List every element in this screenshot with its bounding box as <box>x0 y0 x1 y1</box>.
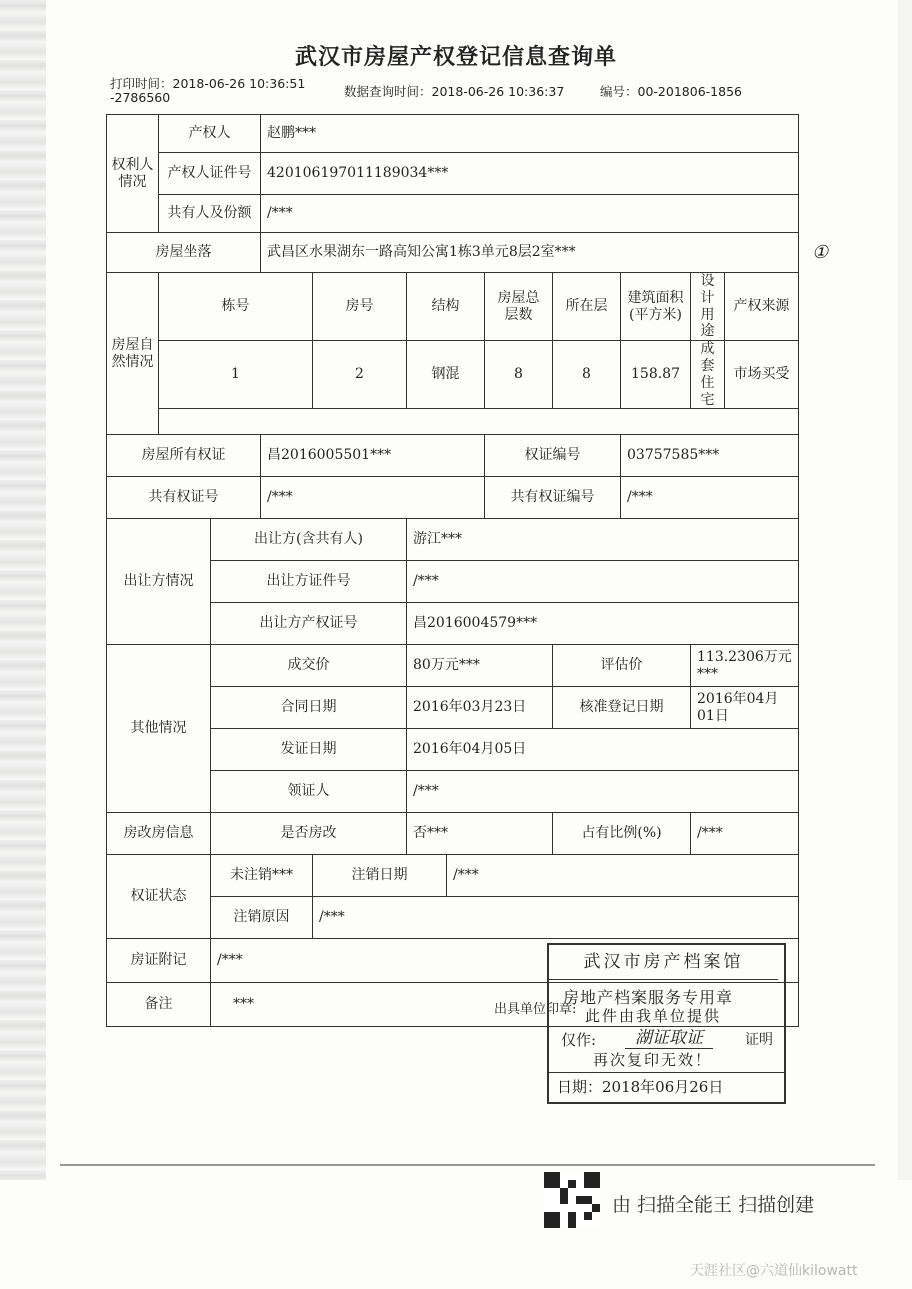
issue-date-value: 2016年04月05日 <box>407 729 799 771</box>
ratio-value: /*** <box>691 813 799 855</box>
scan-brand-text: 由 扫描全能王 扫描创建 <box>612 1194 815 1216</box>
is-reform-label: 是否房改 <box>211 813 407 855</box>
approval-date-label: 核准登记日期 <box>553 687 691 729</box>
print-time-value: 2018-06-26 10:36:51 <box>172 76 306 91</box>
co-owner-label: 共有人及份额 <box>159 195 261 233</box>
natural-value-source: 市场买受 <box>725 341 799 409</box>
is-reform-value: 否*** <box>407 813 553 855</box>
print-time-suffix: -2786560 <box>110 90 171 105</box>
natural-header-source: 产权来源 <box>725 273 799 341</box>
document-number-value: 00-201806-1856 <box>637 84 742 99</box>
natural-blank-cell <box>159 409 799 435</box>
stamp-signature: 湖证取证 <box>625 1023 713 1049</box>
price-value: 80万元*** <box>407 645 553 687</box>
issuer-seal-label: 出具单位印章: <box>494 1002 577 1017</box>
natural-header-area: 建筑面积(平方米) <box>621 273 691 341</box>
property-form-table <box>106 114 799 1027</box>
print-time-label: 打印时间： <box>110 76 173 91</box>
cert-no-value: 03757585*** <box>621 435 799 477</box>
natural-value-usage: 成套住宅 <box>691 341 725 409</box>
natural-blank-row <box>107 409 799 435</box>
cancel-date-label: 注销日期 <box>313 855 447 897</box>
natural-section-label: 房屋自然情况 <box>107 273 159 435</box>
query-time-value: 2018-06-26 10:36:37 <box>431 84 565 99</box>
stamp-line2: 此件由我单位提供 <box>585 1007 722 1025</box>
own-cert-row <box>107 435 799 477</box>
natural-value-room: 2 <box>313 341 407 409</box>
owner-value: 赵鹏*** <box>261 115 799 153</box>
price-label: 成交价 <box>211 645 407 687</box>
archive-stamp <box>547 943 786 1104</box>
seller-cert-label: 出让方产权证号 <box>211 603 407 645</box>
scan-edge-left <box>0 0 46 1180</box>
seller-name-label: 出让方(含共有人) <box>211 519 407 561</box>
issue-date-row <box>107 729 799 771</box>
price-row <box>107 645 799 687</box>
natural-header-building: 栋号 <box>159 273 313 341</box>
contract-date-row <box>107 687 799 729</box>
natural-value-floors: 8 <box>485 341 553 409</box>
co-cert-no-value: /*** <box>621 477 799 519</box>
cancel-reason-label: 注销原因 <box>211 897 313 939</box>
appraisal-value: 113.2306万元*** <box>691 645 799 687</box>
cancel-date-value: /*** <box>447 855 799 897</box>
other-section-label: 其他情况 <box>107 645 211 813</box>
natural-header-usage: 设计用途 <box>691 273 725 341</box>
query-time-label: 数据查询时间： <box>344 84 432 99</box>
appendix-label: 房证附记 <box>107 939 211 983</box>
location-label: 房屋坐落 <box>107 233 261 273</box>
appendix-value: /*** <box>211 939 799 983</box>
co-owner-row <box>107 195 799 233</box>
receiver-value: /*** <box>407 771 799 813</box>
owner-row <box>107 115 799 153</box>
stamp-line3-suffix: 证明 <box>745 1032 773 1048</box>
scan-edge-right <box>898 0 912 1180</box>
seller-id-label: 出让方证件号 <box>211 561 407 603</box>
ratio-label: 占有比例(%) <box>553 813 691 855</box>
receiver-label: 领证人 <box>211 771 407 813</box>
co-cert-value: /*** <box>261 477 485 519</box>
stamp-org: 武汉市房产档案馆 <box>549 945 778 980</box>
seller-id-value: /*** <box>407 561 799 603</box>
natural-header-floor: 所在层 <box>553 273 621 341</box>
cert-no-label: 权证编号 <box>485 435 621 477</box>
natural-header-room: 房号 <box>313 273 407 341</box>
receiver-row <box>107 771 799 813</box>
co-cert-no-label: 共有权证编号 <box>485 477 621 519</box>
co-cert-row <box>107 477 799 519</box>
own-cert-value: 昌2016005501*** <box>261 435 485 477</box>
owner-id-value: 420106197011189034*** <box>261 153 799 195</box>
scan-bottom-line <box>60 1164 875 1166</box>
co-owner-value: /*** <box>261 195 799 233</box>
stamp-line1: 房地产档案服务专用章 <box>563 988 734 1007</box>
own-cert-label: 房屋所有权证 <box>107 435 261 477</box>
page-mark: ① <box>812 242 829 263</box>
owner-id-row <box>107 153 799 195</box>
natural-value-row <box>107 341 799 409</box>
seller-name-value: 游江*** <box>407 519 799 561</box>
seller-cert-row <box>107 603 799 645</box>
owner-label: 产权人 <box>159 115 261 153</box>
status-row <box>107 855 799 897</box>
seller-id-row <box>107 561 799 603</box>
natural-header-floors: 房屋总层数 <box>485 273 553 341</box>
contract-date-label: 合同日期 <box>211 687 407 729</box>
seller-section-label: 出让方情况 <box>107 519 211 645</box>
document-title: 武汉市房屋产权登记信息查询单 <box>294 44 617 70</box>
stamp-date: 日期：2018年06月26日 <box>549 1072 786 1101</box>
remark-value: *** <box>211 983 799 1027</box>
reform-row <box>107 813 799 855</box>
owner-section-label: 权利人情况 <box>107 115 159 233</box>
cancel-reason-row <box>107 897 799 939</box>
approval-date-value: 2016年04月01日 <box>691 687 799 729</box>
natural-value-floor: 8 <box>553 341 621 409</box>
co-cert-label: 共有权证号 <box>107 477 261 519</box>
stamp-line3-prefix: 仅作: <box>561 1031 597 1049</box>
seller-name-row <box>107 519 799 561</box>
seller-cert-value: 昌2016004579*** <box>407 603 799 645</box>
issue-date-label: 发证日期 <box>211 729 407 771</box>
appraisal-label: 评估价 <box>553 645 691 687</box>
remark-label: 备注 <box>107 983 211 1027</box>
natural-value-structure: 钢混 <box>407 341 485 409</box>
location-row <box>107 233 799 273</box>
natural-value-building: 1 <box>159 341 313 409</box>
watermark-text: 天涯社区@六道仙kilowatt <box>690 1263 858 1279</box>
reform-section-label: 房改房信息 <box>107 813 211 855</box>
natural-header-row <box>107 273 799 341</box>
status-section-label: 权证状态 <box>107 855 211 939</box>
owner-id-label: 产权人证件号 <box>159 153 261 195</box>
stamp-line4: 再次复印无效！ <box>593 1051 713 1069</box>
status-state-value: 未注销*** <box>211 855 313 897</box>
location-value: 武昌区水果湖东一路高知公寓1栋3单元8层2室*** <box>261 233 799 273</box>
natural-header-structure: 结构 <box>407 273 485 341</box>
natural-value-area: 158.87 <box>621 341 691 409</box>
cancel-reason-value: /*** <box>313 897 799 939</box>
qr-code-icon <box>544 1172 600 1228</box>
query-time <box>344 82 564 100</box>
document-number <box>600 82 742 100</box>
document-number-label: 编号： <box>600 84 638 99</box>
contract-date-value: 2016年03月23日 <box>407 687 553 729</box>
